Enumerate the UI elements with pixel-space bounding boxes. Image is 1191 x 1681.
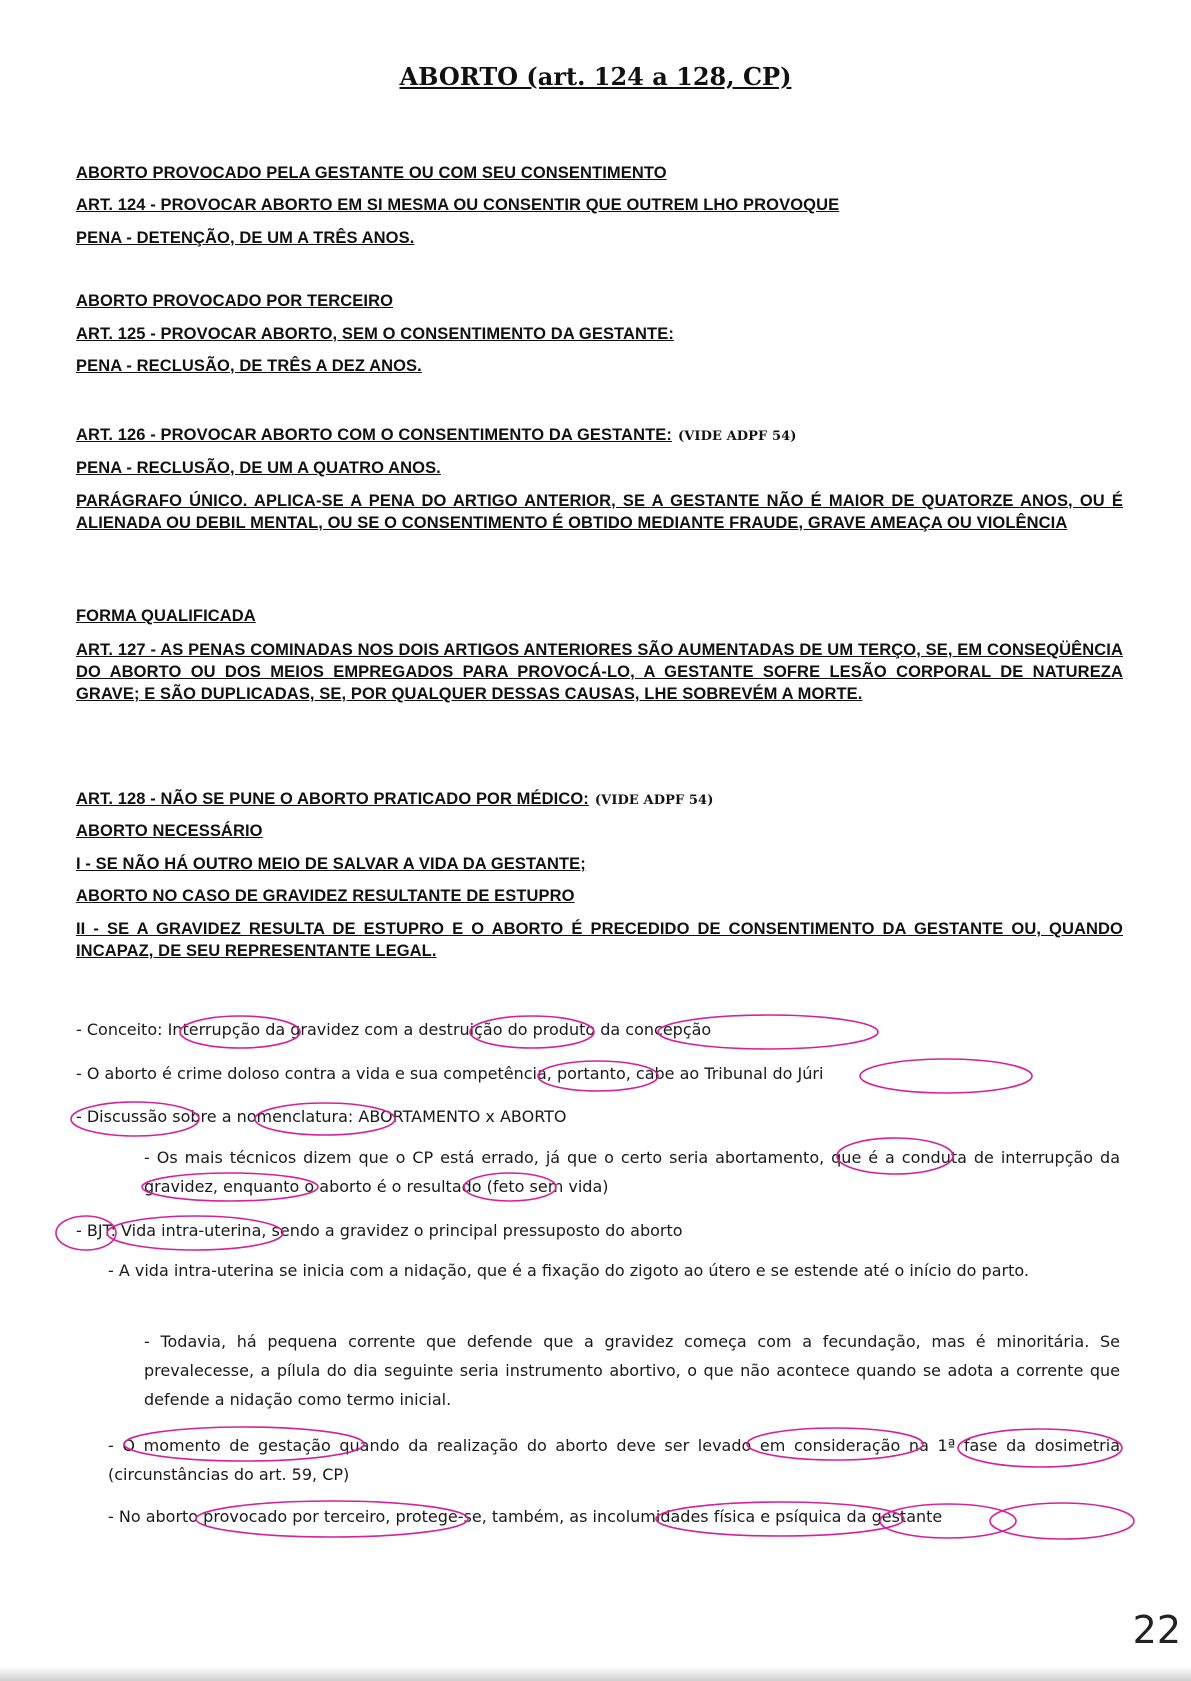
vide-adpf-128: (VIDE ADPF 54) bbox=[594, 793, 714, 808]
law-art-125: ART. 125 - PROVOCAR ABORTO, SEM O CONSENTIMENTO DA GESTANTE: bbox=[76, 325, 674, 343]
law-heading-127: FORMA QUALIFICADA bbox=[76, 607, 256, 625]
note-bjt: - BJT: Vida intra-uterina, sendo a gravidez o principal pressuposto do aborto bbox=[76, 1221, 683, 1240]
note-tecnicos: - Os mais técnicos dizem que o CP está errado, já que o certo seria abortamento, que é a conduta de interrupção da gravidez, enquanto o aborto é o resultado (feto sem vida) bbox=[144, 1148, 1120, 1196]
law-heading-estupro: ABORTO NO CASO DE GRAVIDEZ RESULTANTE DE ESTUPRO bbox=[76, 887, 575, 905]
note-competencia: - O aborto é crime doloso contra a vida e sua competência, portanto, cabe ao Tribunal do Júri bbox=[76, 1064, 824, 1083]
law-penalty-124: PENA - DETENÇÃO, DE UM A TRÊS ANOS. bbox=[76, 229, 415, 247]
page-title: ABORTO (art. 124 a 128, CP) bbox=[399, 62, 792, 91]
law-art-124: ART. 124 - PROVOCAR ABORTO EM SI MESMA OU CONSENTIR QUE OUTREM LHO PROVOQUE bbox=[76, 196, 840, 214]
scan-edge-shadow bbox=[0, 1667, 1191, 1681]
note-momento: - O momento de gestação quando da realização do aborto deve ser levado em consideração na 1ª fase da dosimetria (circunstâncias do art. 59, CP) bbox=[108, 1436, 1120, 1484]
law-inciso-ii: II - SE A GRAVIDEZ RESULTA DE ESTUPRO E O ABORTO É PRECEDIDO DE CONSENTIMENTO DA GESTANTE OU, QUANDO INCAPAZ, DE SEU REPRESENTANTE LEGAL. bbox=[76, 920, 1123, 960]
note-conceito: - Conceito: Interrupção da gravidez com a destruição do produto da concepção bbox=[76, 1020, 712, 1039]
law-heading-124: ABORTO PROVOCADO PELA GESTANTE OU COM SEU CONSENTIMENTO bbox=[76, 164, 667, 182]
note-corrente: - Todavia, há pequena corrente que defende que a gravidez começa com a fecundação, mas é minoritária. Se prevalecesse, a pílula do dia seguinte seria instrumento abortivo, o que não acontece quando se adota a corrente que defende a nidação como termo inicial. bbox=[144, 1332, 1120, 1409]
page-number: 22 bbox=[1132, 1608, 1181, 1652]
law-art-128-line bbox=[76, 790, 1123, 809]
law-art-126: ART. 126 - PROVOCAR ABORTO COM O CONSENTIMENTO DA GESTANTE: bbox=[76, 426, 672, 444]
note-nidacao: - A vida intra-uterina se inicia com a nidação, que é a fixação do zigoto ao útero e se estende até o início do parto. bbox=[108, 1261, 1029, 1280]
law-art-126-line bbox=[76, 426, 1123, 445]
vide-adpf-126: (VIDE ADPF 54) bbox=[677, 429, 797, 444]
law-penalty-126: PENA - RECLUSÃO, DE UM A QUATRO ANOS. bbox=[76, 459, 441, 477]
note-nomenclatura: - Discussão sobre a nomenclatura: ABORTAMENTO x ABORTO bbox=[76, 1107, 567, 1126]
law-heading-necessario: ABORTO NECESSÁRIO bbox=[76, 822, 263, 840]
law-paragraph-126: PARÁGRAFO ÚNICO. APLICA-SE A PENA DO ARTIGO ANTERIOR, SE A GESTANTE NÃO É MAIOR DE QUATORZE ANOS, OU É ALIENADA OU DEBIL MENTAL, OU SE O CONSENTIMENTO É OBTIDO MEDIANTE FRAUDE, GRAVE AMEAÇA OU VIOLÊNCIA bbox=[76, 492, 1123, 532]
law-art-127: ART. 127 - AS PENAS COMINADAS NOS DOIS ARTIGOS ANTERIORES SÃO AUMENTADAS DE UM TERÇO, SE, EM CONSEQÜÊNCIA DO ABORTO OU DOS MEIOS EMPREGADOS PARA PROVOCÁ-LO, A GESTANTE SOFRE LESÃO CORPORAL DE NATUREZA GRAVE; E SÃO DUPLICADAS, SE, POR QUALQUER DESSAS CAUSAS, LHE SOBREVÉM A MORTE. bbox=[76, 641, 1123, 703]
note-terceiro: - No aborto provocado por terceiro, protege-se, também, as incolumidades física e psíquica da gestante bbox=[108, 1507, 943, 1526]
law-inciso-i: I - SE NÃO HÁ OUTRO MEIO DE SALVAR A VIDA DA GESTANTE; bbox=[76, 855, 586, 873]
law-art-128: ART. 128 - NÃO SE PUNE O ABORTO PRATICADO POR MÉDICO: bbox=[76, 790, 589, 808]
law-penalty-125: PENA - RECLUSÃO, DE TRÊS A DEZ ANOS. bbox=[76, 357, 422, 375]
law-heading-125: ABORTO PROVOCADO POR TERCEIRO bbox=[76, 292, 394, 310]
